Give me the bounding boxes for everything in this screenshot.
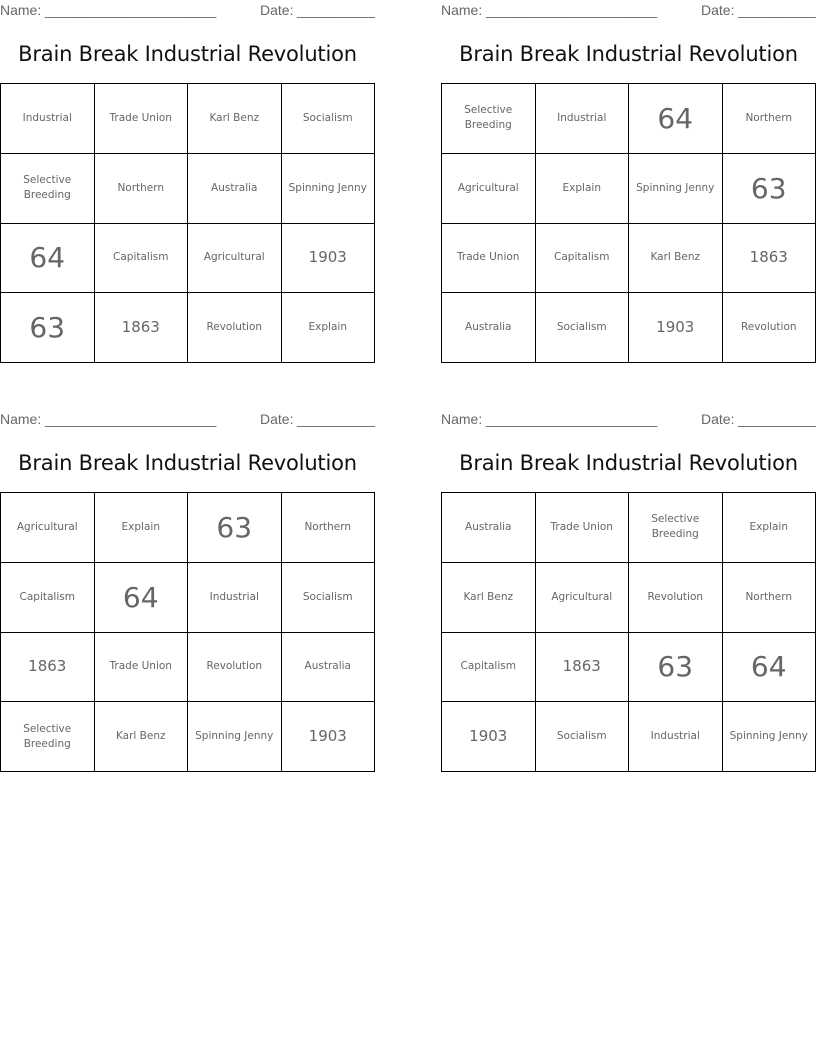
grid-cell[interactable]: Capitalism [1, 562, 95, 632]
grid-cell[interactable]: Northern [722, 84, 816, 154]
grid-cell[interactable]: Trade Union [94, 84, 188, 154]
date-field[interactable]: __________ [297, 411, 375, 427]
grid-cell[interactable]: Industrial [1, 84, 95, 154]
grid-cell[interactable]: Karl Benz [629, 223, 723, 293]
date-label: Date: [701, 411, 735, 427]
grid-cell[interactable]: Industrial [535, 84, 629, 154]
grid-row [442, 632, 816, 702]
name-label: Name: [441, 411, 483, 427]
grid-row [442, 562, 816, 632]
grid-cell[interactable]: 1903 [281, 702, 375, 772]
name-label: Name: [441, 2, 483, 18]
grid-cell[interactable]: Explain [281, 293, 375, 363]
grid-cell[interactable]: Agricultural [442, 153, 536, 223]
grid-cell[interactable]: Australia [281, 632, 375, 702]
grid-row [1, 293, 375, 363]
grid-cell[interactable]: Spinning Jenny [629, 153, 723, 223]
grid-cell[interactable]: Industrial [188, 562, 282, 632]
grid-row [1, 84, 375, 154]
grid-cell[interactable]: Industrial [629, 702, 723, 772]
grid-cell[interactable]: Spinning Jenny [188, 702, 282, 772]
grid-row [442, 223, 816, 293]
card-title: Brain Break Industrial Revolution [459, 42, 798, 66]
grid-row [442, 293, 816, 363]
grid-cell[interactable]: Northern [94, 153, 188, 223]
grid-cell[interactable]: 1863 [1, 632, 95, 702]
grid-row [442, 153, 816, 223]
grid-cell[interactable]: 63 [1, 293, 95, 363]
grid-cell[interactable]: Agricultural [188, 223, 282, 293]
grid-cell[interactable]: 64 [722, 632, 816, 702]
date-label: Date: [260, 411, 294, 427]
grid-row [1, 223, 375, 293]
grid-cell[interactable]: 63 [188, 493, 282, 563]
grid-cell[interactable]: Trade Union [442, 223, 536, 293]
name-label: Name: [0, 2, 42, 18]
grid-cell[interactable]: Socialism [535, 702, 629, 772]
grid-row [1, 702, 375, 772]
grid-row [1, 493, 375, 563]
bingo-grid [441, 492, 816, 772]
name-field[interactable]: ______________________ [486, 411, 658, 427]
name-label: Name: [0, 411, 42, 427]
name-field[interactable]: ______________________ [45, 411, 217, 427]
grid-cell[interactable]: Capitalism [535, 223, 629, 293]
grid-row [1, 562, 375, 632]
grid-cell[interactable]: Trade Union [94, 632, 188, 702]
grid-cell[interactable]: Revolution [722, 293, 816, 363]
name-field[interactable]: ______________________ [45, 2, 217, 18]
date-field[interactable]: __________ [738, 2, 816, 18]
grid-cell[interactable]: Australia [188, 153, 282, 223]
grid-cell[interactable]: Selective Breeding [629, 493, 723, 563]
bingo-grid [0, 492, 375, 772]
grid-cell[interactable]: 64 [94, 562, 188, 632]
grid-cell[interactable]: Karl Benz [94, 702, 188, 772]
grid-cell[interactable]: Socialism [535, 293, 629, 363]
date-field[interactable]: __________ [738, 411, 816, 427]
grid-cell[interactable]: 63 [722, 153, 816, 223]
grid-cell[interactable]: Selective Breeding [1, 153, 95, 223]
grid-cell[interactable]: Revolution [629, 562, 723, 632]
grid-cell[interactable]: Socialism [281, 84, 375, 154]
grid-cell[interactable]: Northern [722, 562, 816, 632]
grid-row [1, 153, 375, 223]
grid-row [442, 84, 816, 154]
grid-cell[interactable]: 64 [1, 223, 95, 293]
grid-row [442, 493, 816, 563]
name-date-line [0, 2, 375, 20]
name-date-line [441, 411, 816, 429]
grid-cell[interactable]: Explain [535, 153, 629, 223]
grid-cell[interactable]: Capitalism [442, 632, 536, 702]
grid-cell[interactable]: 1903 [281, 223, 375, 293]
grid-cell[interactable]: Spinning Jenny [281, 153, 375, 223]
card-title: Brain Break Industrial Revolution [18, 42, 357, 66]
grid-cell[interactable]: 1903 [629, 293, 723, 363]
grid-cell[interactable]: Australia [442, 293, 536, 363]
name-date-line [0, 411, 375, 429]
date-label: Date: [701, 2, 735, 18]
name-date-line [441, 2, 816, 20]
grid-cell[interactable]: Revolution [188, 632, 282, 702]
grid-cell[interactable]: Karl Benz [188, 84, 282, 154]
grid-cell[interactable]: 63 [629, 632, 723, 702]
grid-cell[interactable]: 1863 [722, 223, 816, 293]
grid-cell[interactable]: Selective Breeding [442, 84, 536, 154]
grid-cell[interactable]: Agricultural [1, 493, 95, 563]
grid-cell[interactable]: 1903 [442, 702, 536, 772]
grid-cell[interactable]: Australia [442, 493, 536, 563]
grid-cell[interactable]: Explain [94, 493, 188, 563]
grid-cell[interactable]: Agricultural [535, 562, 629, 632]
grid-cell[interactable]: Karl Benz [442, 562, 536, 632]
grid-cell[interactable]: 1863 [535, 632, 629, 702]
grid-cell[interactable]: Trade Union [535, 493, 629, 563]
grid-cell[interactable]: Revolution [188, 293, 282, 363]
grid-cell[interactable]: Capitalism [94, 223, 188, 293]
name-field[interactable]: ______________________ [486, 2, 658, 18]
bingo-grid [0, 83, 375, 363]
grid-cell[interactable]: Socialism [281, 562, 375, 632]
grid-cell[interactable]: 1863 [94, 293, 188, 363]
date-field[interactable]: __________ [297, 2, 375, 18]
bingo-grid [441, 83, 816, 363]
grid-cell[interactable]: Spinning Jenny [722, 702, 816, 772]
date-label: Date: [260, 2, 294, 18]
grid-row [442, 702, 816, 772]
card-title: Brain Break Industrial Revolution [459, 451, 798, 475]
card-title: Brain Break Industrial Revolution [18, 451, 357, 475]
grid-cell[interactable]: Explain [722, 493, 816, 563]
grid-cell[interactable]: Northern [281, 493, 375, 563]
grid-cell[interactable]: 64 [629, 84, 723, 154]
grid-row [1, 632, 375, 702]
grid-cell[interactable]: Selective Breeding [1, 702, 95, 772]
